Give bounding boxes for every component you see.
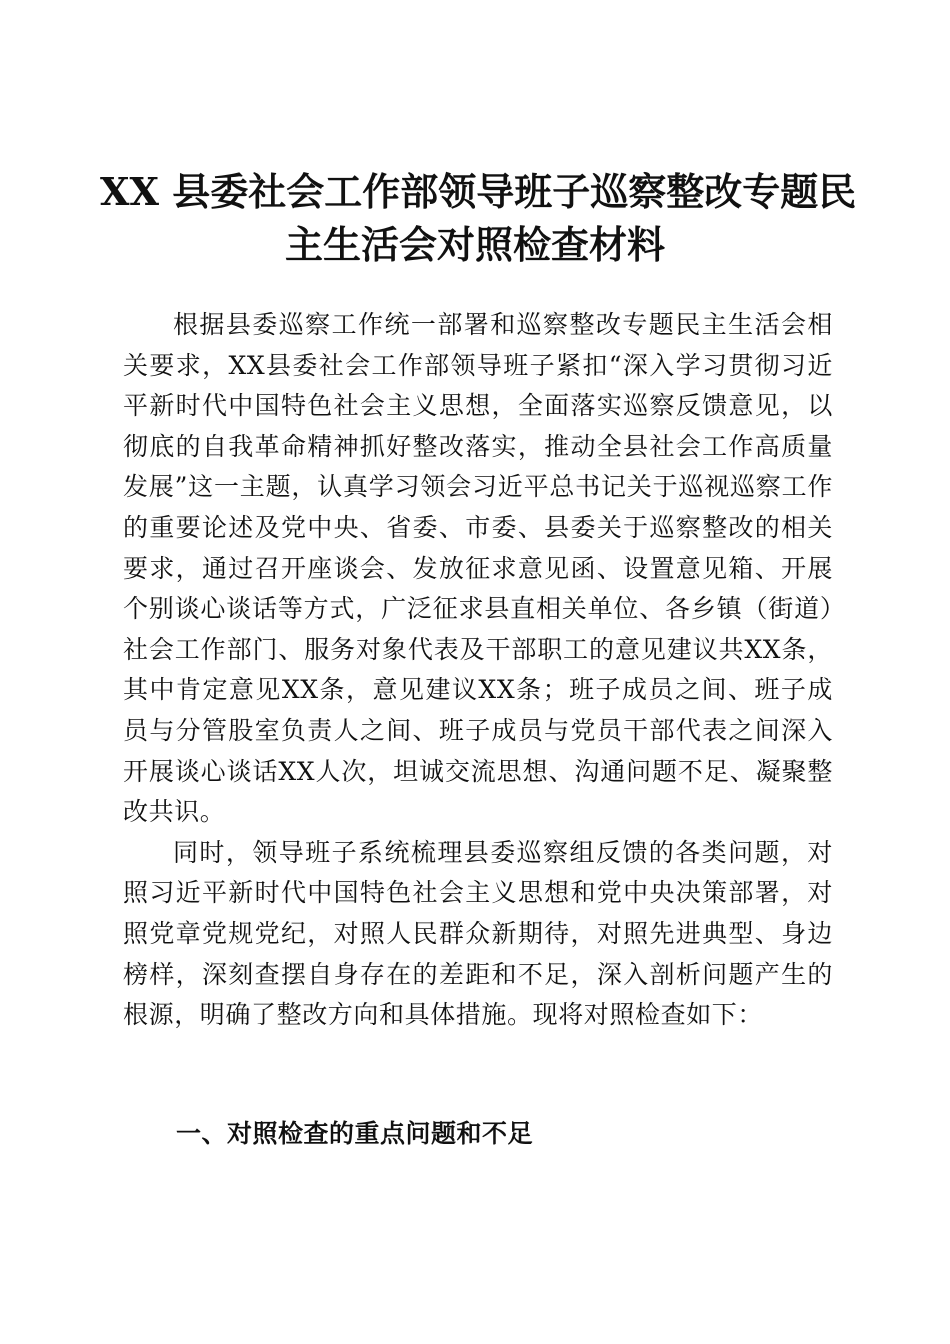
paragraph-intro: 根据县委巡察工作统一部署和巡察整改专题民主生活会相关要求，XX县委社会工作部领导班子紧扣“深入学习贯彻习近平新时代中国特色社会主义思想，全面落实巡察反馈意见，以彻底的自我革命精神抓好整改落实，推动全县社会工作高质量发展”这一主题，认真学习领会习近平总书记关于巡视巡察工作的重要论述及党中央、省委、市委、县委关于巡察整改的相关要求，通过召开座谈会、发放征求意见函、设置意见箱、开展个别谈心谈话等方式，广泛征求县直相关单位、各乡镇（街道）社会工作部门、服务对象代表及干部职工的意见建议共XX条，其中肯定意见XX条，意见建议XX条；班子成员之间、班子成员与分管股室负责人之间、班子成员与党员干部代表之间深入开展谈心谈话XX人次，坦诚交流思想、沟通问题不足、凝聚整改共识。 — [123, 310, 833, 827]
document-body — [123, 305, 833, 1036]
section-heading: 一、对照检查的重点问题和不足 — [176, 1119, 534, 1148]
document-title — [100, 165, 857, 271]
title-line-1: XX 县委社会工作部领导班子巡察整改专题民 — [100, 169, 857, 214]
title-line-2: 主生活会对照检查材料 — [284, 222, 665, 267]
paragraph-review: 同时，领导班子系统梳理县委巡察组反馈的各类问题，对照习近平新时代中国特色社会主义思想和党中央决策部署，对照党章党规党纪，对照人民群众新期待，对照先进典型、身边榜样，深刻查摆自身存在的差距和不足，深入剖析问题产生的根源，明确了整改方向和具体措施。现将对照检查如下： — [123, 837, 833, 1030]
